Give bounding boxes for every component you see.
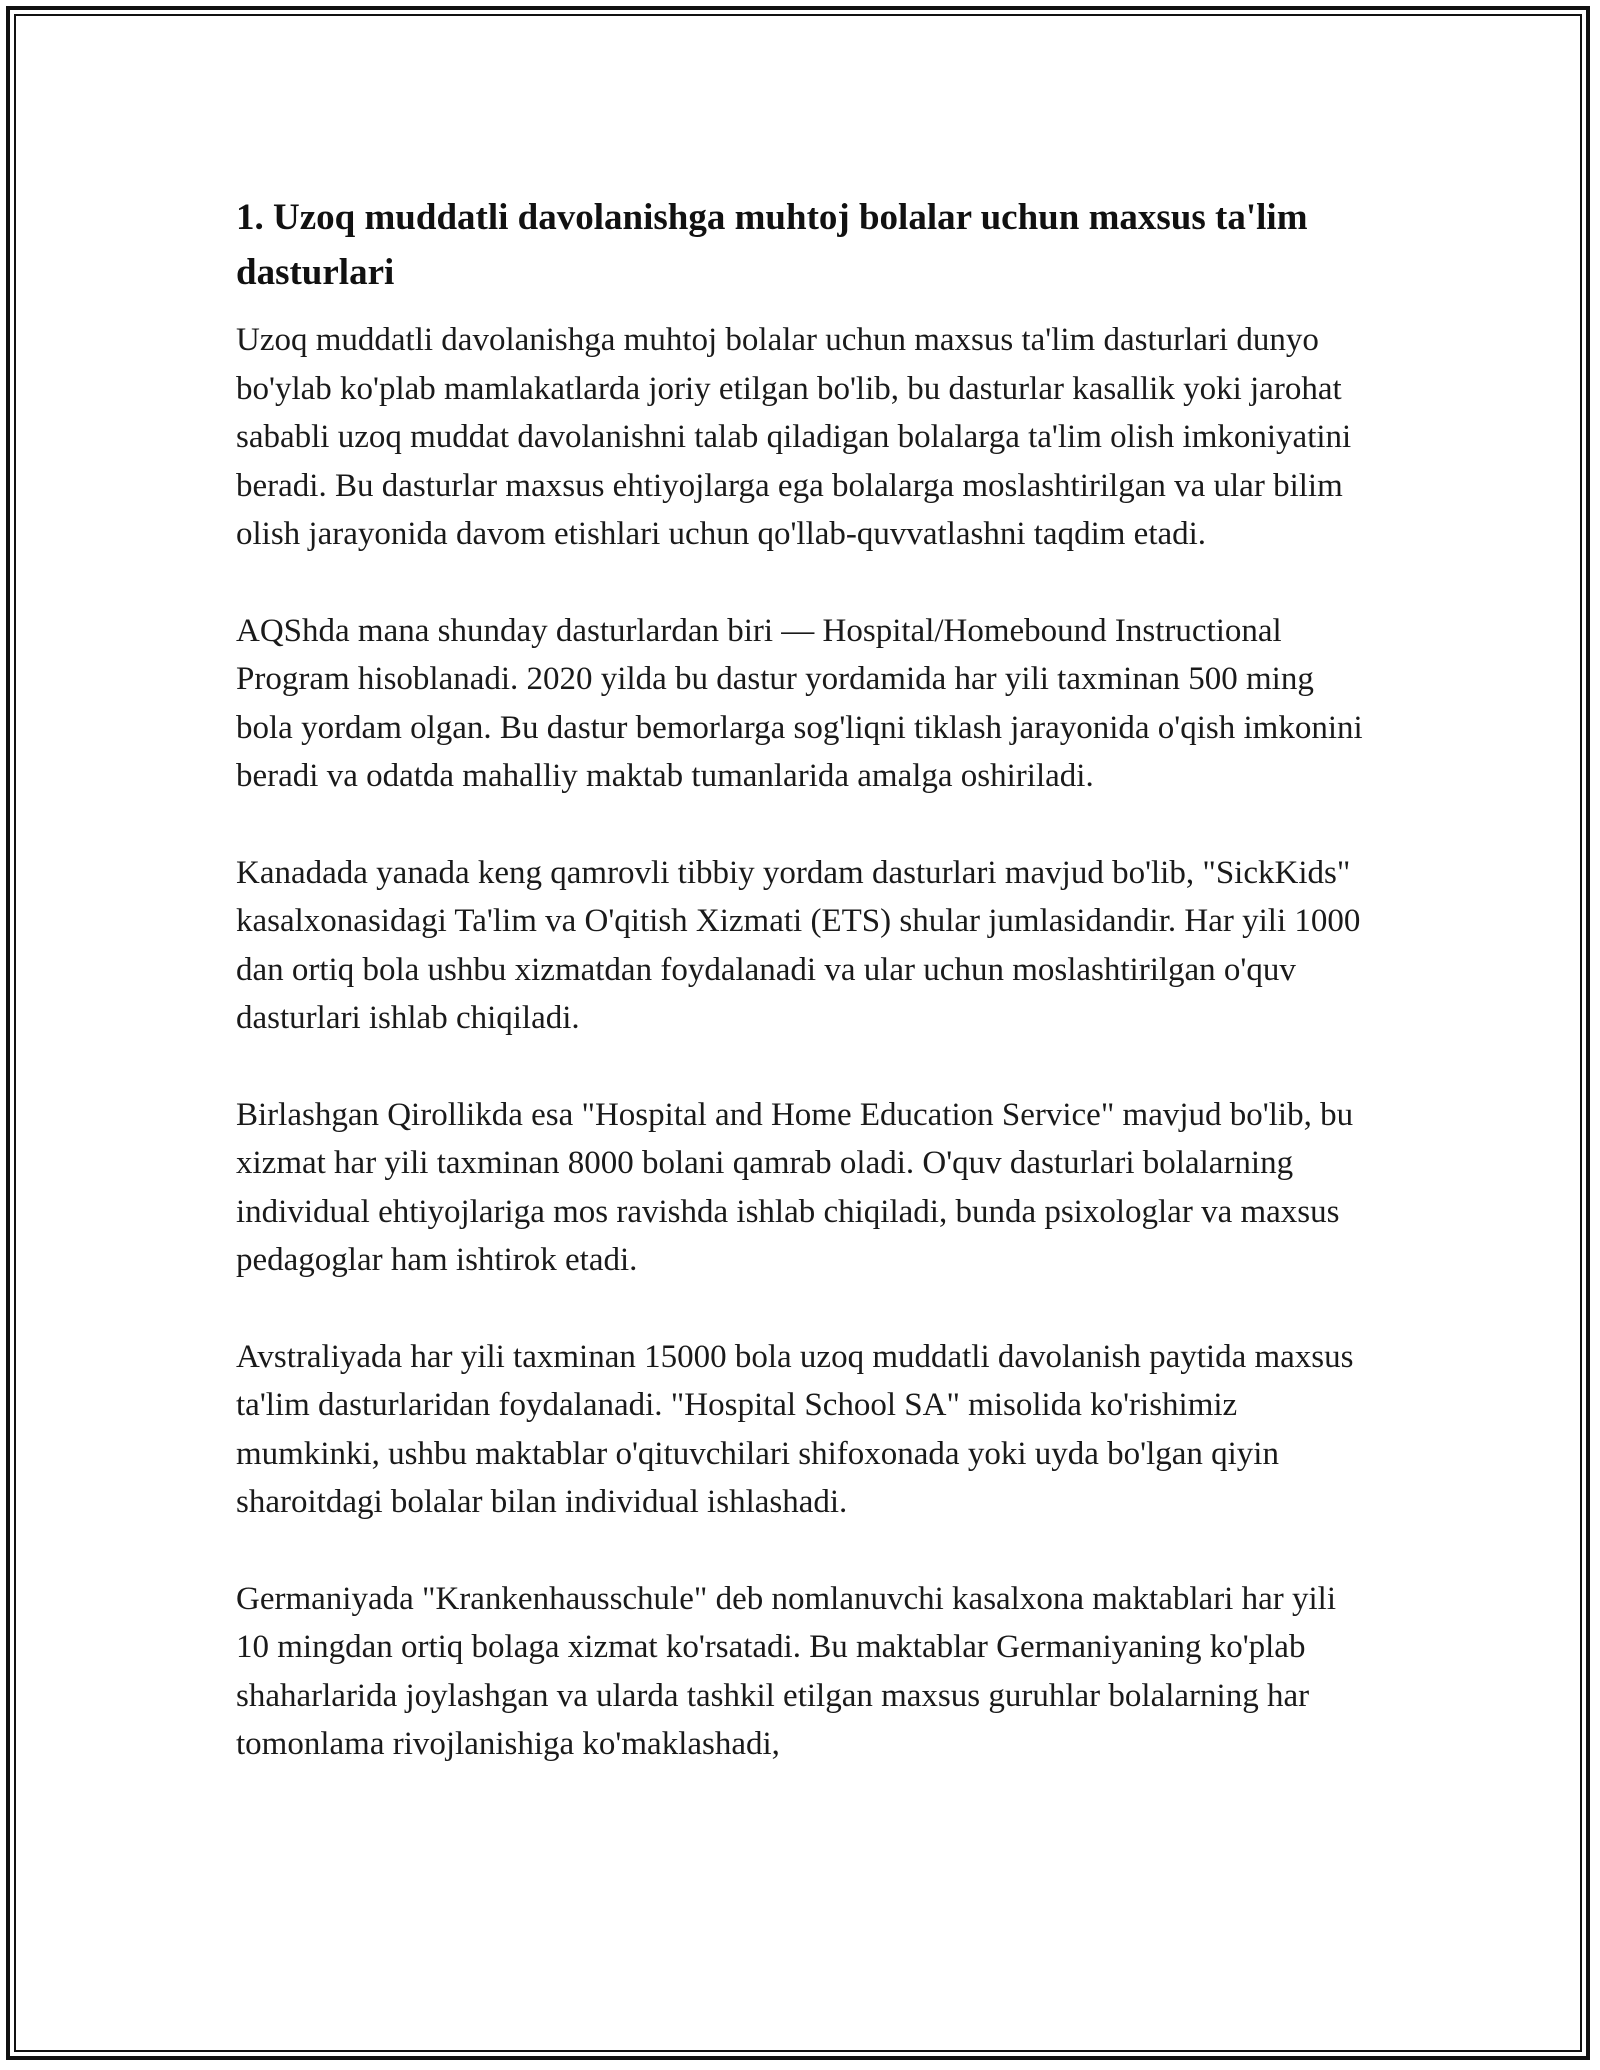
- paragraph-germany: Germaniyada "Krankenhausschule" deb nomlanuvchi kasalxona maktablari har yili 10 mingdan ortiq bolaga xizmat ko'rsatadi. Bu maktablar Germaniyaning ko'plab shaharlarida joylashgan va ularda tashkil etilgan maxsus guruhlar bolalarning har tomonlama rivojlanishiga ko'maklashadi,: [236, 1580, 1336, 1762]
- paragraph-intro: Uzoq muddatli davolanishga muhtoj bolalar uchun maxsus ta'lim dasturlari dunyo bo'ylab ko'plab mamlakatlarda joriy etilgan bo'lib, bu dasturlar kasallik yoki jarohat sababli uzoq muddat davolanishni talab qiladigan bolalarga ta'lim olish imkoniyatini beradi. Bu dasturlar maxsus ehtiyojlarga ega bolalarga moslashtirilgan va ular bilim olish jarayonida davom etishlari uchun qo'llab-quvvatlashni taqdim etadi.: [236, 322, 1352, 552]
- document-body: [236, 190, 1376, 1769]
- section-heading: 1. Uzoq muddatli davolanishga muhtoj bolalar uchun maxsus ta'lim dasturlari: [236, 197, 1308, 293]
- paragraph-uk: Birlashgan Qirollikda esa "Hospital and Home Education Service" mavjud bo'lib, bu xizmat har yili taxminan 8000 bolani qamrab oladi. O'quv dasturlari bolalarning individual ehtiyojlariga mos ravishda ishlab chiqiladi, bunda psixologlar va maxsus pedagoglar ham ishtirok etadi.: [236, 1096, 1354, 1278]
- paragraph-usa: AQShda mana shunday dasturlardan biri — Hospital/Homebound Instructional Program hisoblanadi. 2020 yilda bu dastur yordamida har yili taxminan 500 ming bola yordam olgan. Bu dastur bemorlarga sog'liqni tiklash jarayonida o'qish imkonini beradi va odatda mahalliy maktab tumanlarida amalga oshiriladi.: [236, 612, 1363, 794]
- paragraph-canada: Kanadada yanada keng qamrovli tibbiy yordam dasturlari mavjud bo'lib, "SickKids" kasalxonasidagi Ta'lim va O'qitish Xizmati (ETS) shular jumlasidandir. Har yili 1000 dan ortiq bola ushbu xizmatdan foydalanadi va ular uchun moslashtirilgan o'quv dasturlari ishlab chiqiladi.: [236, 854, 1361, 1036]
- paragraph-australia: Avstraliyada har yili taxminan 15000 bola uzoq muddatli davolanish paytida maxsus ta'lim dasturlaridan foydalanadi. "Hospital School SA" misolida ko'rishimiz mumkinki, ushbu maktablar o'qituvchilari shifoxonada yoki uyda bo'lgan qiyin sharoitdagi bolalar bilan individual ishlashadi.: [236, 1338, 1354, 1520]
- paragraph-list: [236, 316, 1376, 1769]
